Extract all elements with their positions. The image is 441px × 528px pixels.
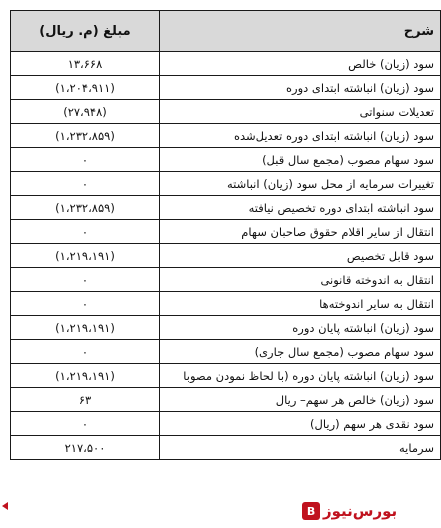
table-row [11, 268, 441, 292]
table-row [11, 196, 441, 220]
row-amount: (۱،۲۳۲،۸۵۹) [11, 196, 160, 220]
row-amount: ۱۳،۶۶۸ [11, 52, 160, 76]
table-row [11, 100, 441, 124]
table-row [11, 220, 441, 244]
row-description: انتقال به سایر اندوخته‌ها [160, 292, 441, 316]
table-row [11, 148, 441, 172]
table-row [11, 316, 441, 340]
row-description: سود سهام مصوب (مجمع سال قبل) [160, 148, 441, 172]
row-amount: (۱،۲۳۲،۸۵۹) [11, 124, 160, 148]
row-amount: (۱،۲۱۹،۱۹۱) [11, 316, 160, 340]
row-amount: (۱،۲۰۴،۹۱۱) [11, 76, 160, 100]
table-row [11, 364, 441, 388]
row-description: سود (زیان) خالص [160, 52, 441, 76]
row-description: سود قابل تخصیص [160, 244, 441, 268]
row-description: سود انباشته ابتدای دوره تخصیص نیافته [160, 196, 441, 220]
profit-distribution-table [10, 10, 441, 460]
row-description: انتقال به اندوخته قانونی [160, 268, 441, 292]
table-row [11, 436, 441, 460]
table-body [11, 52, 441, 460]
boursenews-watermark [302, 498, 414, 524]
row-description: سود (زیان) انباشته پایان دوره [160, 316, 441, 340]
table-header-row [11, 11, 441, 52]
row-description: سود سهام مصوب (مجمع سال جاری) [160, 340, 441, 364]
table-row [11, 172, 441, 196]
row-amount: ۰ [11, 268, 160, 292]
row-amount: (۱،۲۱۹،۱۹۱) [11, 364, 160, 388]
row-description: سود نقدی هر سهم (ریال) [160, 412, 441, 436]
table-row [11, 76, 441, 100]
description-column-header: شرح [160, 11, 441, 52]
row-amount: ۰ [11, 340, 160, 364]
table-row [11, 412, 441, 436]
row-description: سود (زیان) انباشته پایان دوره (با لحاظ نمودن مصوبا [160, 364, 441, 388]
table-row [11, 124, 441, 148]
table-row [11, 388, 441, 412]
row-amount: ۰ [11, 292, 160, 316]
row-description: تعدیلات سنواتی [160, 100, 441, 124]
table-row [11, 52, 441, 76]
row-amount: ۶۳ [11, 388, 160, 412]
row-amount: ۰ [11, 412, 160, 436]
table-row [11, 340, 441, 364]
row-description: سود (زیان) انباشته ابتدای دوره تعدیل‌شده [160, 124, 441, 148]
table-row [11, 244, 441, 268]
boursenews-logo-icon: B [302, 502, 320, 520]
row-description: انتقال از سایر اقلام حقوق صاحبان سهام [160, 220, 441, 244]
row-amount: ۲۱۷،۵۰۰ [11, 436, 160, 460]
watermark-text: بورس‌نیوز [323, 502, 398, 520]
row-description: سود (زیان) خالص هر سهم– ریال [160, 388, 441, 412]
amount-column-header: مبلغ (م. ریال) [11, 11, 160, 52]
row-amount: ۰ [11, 148, 160, 172]
table-row [11, 292, 441, 316]
row-description: تغییرات سرمایه از محل سود (زیان) انباشته [160, 172, 441, 196]
small-red-arrow-icon [2, 502, 12, 510]
row-amount: ۰ [11, 220, 160, 244]
row-description: سرمایه [160, 436, 441, 460]
row-amount: ۰ [11, 172, 160, 196]
row-amount: (۲۷،۹۴۸) [11, 100, 160, 124]
row-description: سود (زیان) انباشته ابتدای دوره [160, 76, 441, 100]
row-amount: (۱،۲۱۹،۱۹۱) [11, 244, 160, 268]
